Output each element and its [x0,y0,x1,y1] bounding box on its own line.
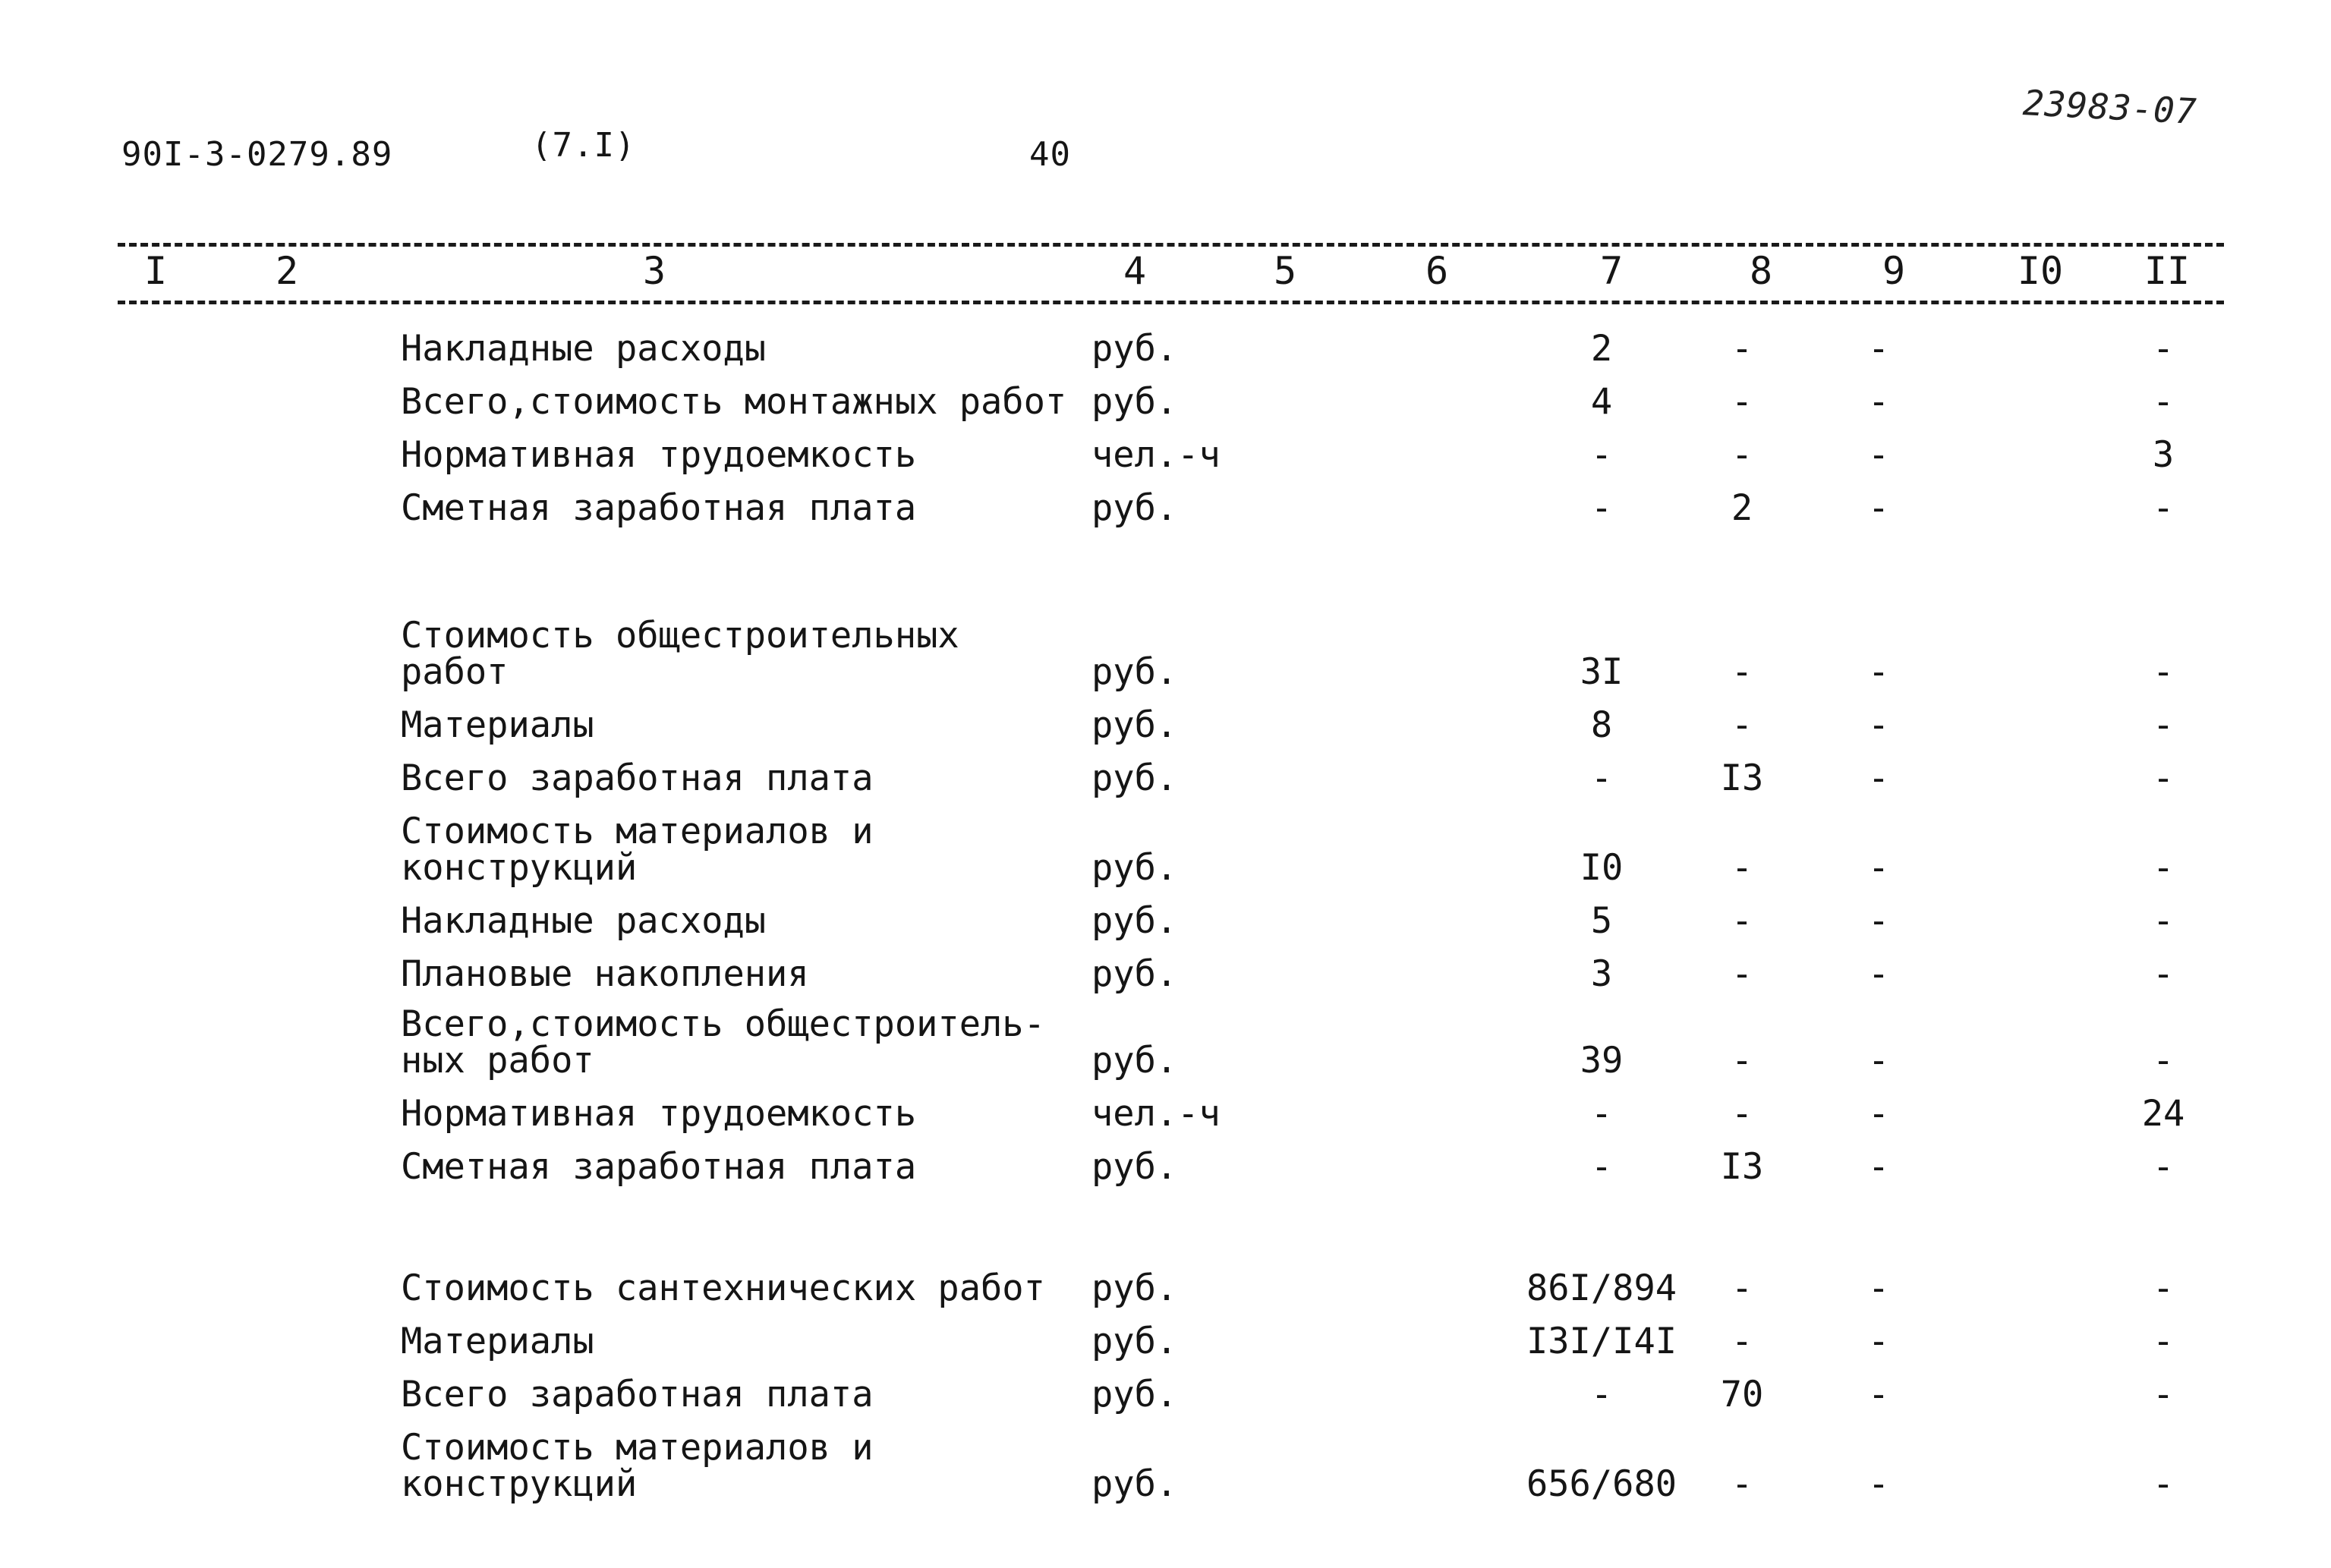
row-name: Всего,стоимость общестроитель- [401,1003,1045,1045]
value-col-11: - [2152,757,2175,799]
row-name: работ [401,651,509,693]
row-name: Сметная заработная плата [401,1146,917,1188]
row-unit: руб. [1091,1374,1178,1415]
row-name: Стоимость материалов и [401,1427,874,1469]
value-col-8: - [1731,1040,1753,1082]
row-name: Материалы [401,1321,594,1362]
column-number: 3 [638,252,670,290]
value-col-11: - [2152,1463,2175,1505]
value-col-7: - [1590,1093,1613,1135]
value-col-7: 4 [1590,381,1613,423]
row-name: Материалы [401,704,594,746]
column-number: 5 [1269,252,1301,290]
value-col-8: - [1731,704,1753,746]
row-name: конструкций [401,847,638,889]
row-unit: руб. [1091,487,1178,529]
value-col-7: 39 [1580,1040,1624,1082]
document-code: 90I-3-0279.89 [121,135,393,174]
value-col-7: 5 [1590,900,1613,942]
value-col-9: - [1867,1040,1890,1082]
value-col-11: - [2152,1267,2175,1309]
value-col-11: - [2152,847,2175,889]
value-col-8: - [1731,1463,1753,1505]
value-col-7: - [1590,757,1613,799]
value-col-7: - [1590,487,1613,529]
row-name: Накладные расходы [401,328,767,370]
value-col-9: - [1867,381,1890,423]
row-name: Накладные расходы [401,900,767,942]
row-name: Сметная заработная плата [401,487,917,529]
value-col-11: - [2152,651,2175,693]
row-name: Всего,стоимость монтажных работ [401,381,1067,423]
row-name: конструкций [401,1463,638,1505]
value-col-7: I0 [1580,847,1624,889]
column-number: 2 [271,252,303,290]
value-col-8: - [1731,953,1753,995]
row-name: Плановые накопления [401,953,809,995]
column-number: I0 [2013,252,2068,290]
value-col-8: - [1731,328,1753,370]
value-col-9: - [1867,487,1890,529]
value-col-8: I3 [1720,757,1764,799]
row-unit: руб. [1091,1040,1178,1082]
value-col-8: - [1731,651,1753,693]
value-col-11: 3 [2152,434,2175,476]
row-unit: руб. [1091,328,1178,370]
column-number: 4 [1119,252,1151,290]
table-header-rule-top [118,243,2224,247]
value-col-9: - [1867,434,1890,476]
column-number: 8 [1745,252,1777,290]
value-col-7: I3I/I4I [1526,1321,1677,1362]
row-name: Стоимость сантехнических работ [401,1267,1045,1309]
column-number: 9 [1878,252,1910,290]
value-col-7: 656/680 [1526,1463,1677,1505]
value-col-9: - [1867,1374,1890,1415]
value-col-9: - [1867,953,1890,995]
row-unit: руб. [1091,1146,1178,1188]
row-name: Стоимость общестроительных [401,615,959,656]
column-number: II [2140,252,2194,290]
value-col-11: - [2152,900,2175,942]
value-col-8: - [1731,1267,1753,1309]
row-name: Нормативная трудоемкость [401,1093,917,1135]
table-header-rule-bottom [118,301,2224,304]
row-unit: руб. [1091,900,1178,942]
row-name: Нормативная трудоемкость [401,434,917,476]
row-unit: руб. [1091,704,1178,746]
handwritten-reference-number: 23983-07 [2021,82,2198,132]
value-col-7: 3 [1590,953,1613,995]
row-unit: руб. [1091,953,1178,995]
value-col-11: - [2152,1321,2175,1362]
value-col-8: - [1731,1093,1753,1135]
row-unit: руб. [1091,651,1178,693]
row-unit: руб. [1091,847,1178,889]
value-col-8: 2 [1731,487,1753,529]
value-col-9: - [1867,1267,1890,1309]
row-unit: руб. [1091,757,1178,799]
value-col-9: - [1867,1321,1890,1362]
value-col-9: - [1867,1146,1890,1188]
row-unit: руб. [1091,1267,1178,1309]
row-unit: руб. [1091,381,1178,423]
value-col-11: 24 [2141,1093,2185,1135]
value-col-7: - [1590,434,1613,476]
value-col-11: - [2152,328,2175,370]
row-name: Всего заработная плата [401,1374,874,1415]
value-col-11: - [2152,381,2175,423]
value-col-7: - [1590,1374,1613,1415]
value-col-8: - [1731,1321,1753,1362]
value-col-9: - [1867,900,1890,942]
row-unit: руб. [1091,1321,1178,1362]
row-unit: руб. [1091,1463,1178,1505]
row-unit: чел.-ч [1091,1093,1221,1135]
value-col-8: - [1731,434,1753,476]
value-col-11: - [2152,1374,2175,1415]
value-col-9: - [1867,847,1890,889]
column-number: 6 [1421,252,1453,290]
value-col-7: 3I [1580,651,1624,693]
value-col-9: - [1867,1093,1890,1135]
row-name: Стоимость материалов и [401,811,874,852]
value-col-8: - [1731,381,1753,423]
value-col-11: - [2152,487,2175,529]
column-number: 7 [1595,252,1627,290]
value-col-8: - [1731,900,1753,942]
value-col-7: - [1590,1146,1613,1188]
value-col-9: - [1867,651,1890,693]
value-col-9: - [1867,757,1890,799]
value-col-11: - [2152,953,2175,995]
row-name: Всего заработная плата [401,757,874,799]
document-section: (7.I) [531,126,636,165]
value-col-8: - [1731,847,1753,889]
value-col-8: 70 [1720,1374,1764,1415]
value-col-11: - [2152,704,2175,746]
value-col-8: I3 [1720,1146,1764,1188]
value-col-7: 2 [1590,328,1613,370]
value-col-7: 86I/894 [1526,1267,1677,1309]
value-col-11: - [2152,1146,2175,1188]
row-name: ных работ [401,1040,594,1082]
column-number: I [140,252,172,290]
value-col-9: - [1867,704,1890,746]
value-col-9: - [1867,328,1890,370]
page-number: 40 [1029,135,1071,174]
row-unit: чел.-ч [1091,434,1221,476]
value-col-9: - [1867,1463,1890,1505]
value-col-7: 8 [1590,704,1613,746]
value-col-11: - [2152,1040,2175,1082]
